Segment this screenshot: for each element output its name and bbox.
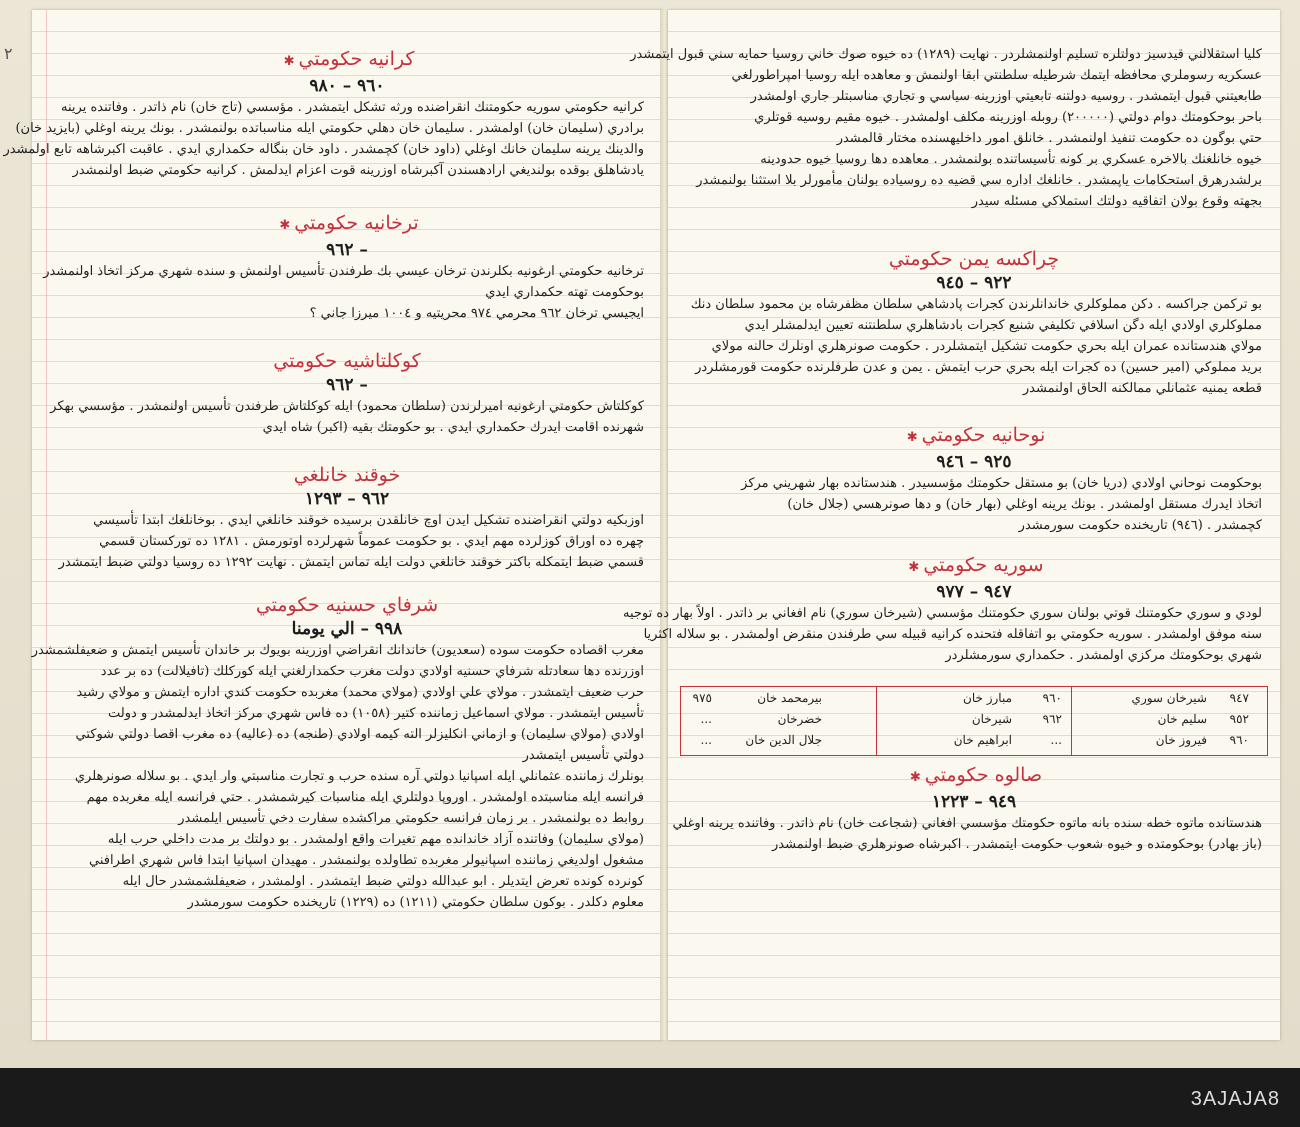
page-number: ٢ — [4, 44, 13, 63]
section-nuhani — [686, 422, 1262, 536]
section-years: ٩٩٨ – الي يومنا — [291, 619, 403, 639]
section-years: ٩٤٩ – ١٢٢٣ — [931, 792, 1017, 812]
section-years: ٩٦٢ – ١٢٩٣ — [304, 489, 390, 509]
section-heading: نوحانيه حكومتي✱ — [906, 424, 1046, 446]
table-cell: سليم خان — [1157, 712, 1207, 726]
table-cell: خضرخان — [777, 712, 822, 726]
section-kukaltash — [50, 348, 644, 438]
section-hasani — [31, 592, 644, 913]
section-heading: كوكلتاشيه حكومتي — [273, 350, 421, 372]
section-body: اوزبكيه دولتي انقراضنده تشكيل ايدن اوچ خانلقدن برسيده خوقند خانلغي ايدي . بوخانلغك ابتدا تأسيسي چهره ده اوراق كوزلرده مهم ايدي . بو حكومت عموماً شهرلرده اوتورمش . ١٢٨١ ده توركستان قسمي قسمي ضبط ايتمكله باكتر خوقند خانلغي دولت ايله تماس ايتمش . نهايت ١٢٩٢ ده روسيا دولتي ضبط ايتمشدر — [58, 513, 644, 570]
table-cell: ... — [1050, 733, 1062, 747]
section-body: هندستانده ماتوه خطه سنده بانه ماتوه حكومتك مؤسسي افغاني (شجاعت خان) نام ذاتدر . وفاتنده يرينه اوغلي (باز بهادر) بوحكومتده و خيوه شعوب حكومت ايتمشدر . اكبرشاه صونرهلري ضبط اولنمشدر — [672, 816, 1262, 852]
section-body: بو تركمن جراكسه . دكن مملوكلري خاندانلرندن كجرات پادشاهي سلطان مظفرشاه بن محمود سلطان دنك مملوكلري اولادي ايله دگن اسلافي تكليفي شنيع كجرات بادشاهلري سلطنتنه تعيين ايدلمشلر ايدي مولاي هندستانده عمران ايله بحري حكومت تشكيل ايتمشلردر . حكومت صونرهلري اونلرك حالنه مولاي بريد مملوكي (امير حسين) ده كجرات ايله بحري حرب ايتمش . يمن و عدن طرفلرنده حكومت قورمشلردر قطعه يمنيه عثمانلي ممالكنه الحاق اولنمشدر — [690, 297, 1262, 396]
section-kerrani — [3, 46, 644, 181]
rulers-table — [680, 686, 1268, 756]
section-years: ٩٢٢ – ٩٤٥ — [936, 273, 1012, 293]
section-heading: شرفاي حسنيه حكومتي — [255, 594, 439, 616]
table-cell: فيروز خان — [1155, 733, 1207, 747]
section-suri — [623, 552, 1262, 666]
table-cell: بيرمحمد خان — [757, 691, 822, 705]
section-body: لودي و سوري حكومتنك قوتي بولنان سوري حكومتنك مؤسسي (شيرخان سوري) نام افغاني بر ذاتدر . اولاً بهار ده توجيه سنه موفق اولمشدر . سوريه حكومتي بو اتفاقله فتحنده كرانيه قبيله سي طرفندن منقرض اولمشدر . بو سلاله اكثريا شهري بوحكومتك مركزي اولمشدر . حكمداري سورمشلردر — [623, 606, 1262, 663]
section-years: ٩٦٠ – ٩٨٠ — [309, 76, 385, 96]
watermark-id: 3AJAJA8 — [1190, 1088, 1280, 1110]
section-heading: كرانيه حكومتي✱ — [283, 48, 415, 70]
table-cell: ... — [700, 712, 712, 726]
section-body: كليا استقلالني قيدسيز دولتلره تسليم اولنمشلردر . نهايت (١٢٨٩) ده خيوه صوك خاني روسيا حمايه سني قبول ايتمشدر عسكريه رسوملري محافظه ايتمك شرطيله سلطنتي ابقا اولنمش و معاهده ايله روسيا امپراطورلغي طابعيتني قبول ايتمشدر . روسيه دولتنه تابعيتي اوزرينه سياسي و تجاري مناسبتلر جاري اولمشدر باحر بوحكومتك دوام دولتي (٢٠٠٠٠٠) روبله اوزرينه مكلف اولمشدر . خيوه مقيم روسيه قوتلري حتي بوگون ده حكومت تنفيذ اولنمشدر . خانلق امور داخليهسنده مختار قالمشدر خيوه خانلغنك بالاخره عسكري بر كونه تأسيساتنده بولنمشدر . معاهده دها روسيا خيوه حدودينه برلشدرهرق استحكامات ياپمشدر . خانلغك اداره سي قضيه ده روسياده بولنان مأمورلر بلا استثنا بولنمشدر بجهته وقوع بولان اتفاقيه دولتك استملاكي مسئله سيدر — [630, 47, 1262, 209]
table-cell: ٩٦٠ — [1042, 691, 1062, 705]
margin-line — [46, 10, 47, 1040]
section-body: كوكلتاش حكومتي ارغونيه اميرلرندن (سلطان محمود) ايله كوكلتاش طرفندن تأسيس اولنمشدر . مؤسسي بهكر شهرنده اقامت ايدرك حكمداري ايدي . بو حكومتك بقيه (اكبر) شاه ايدي — [50, 399, 644, 435]
table-cell: ٩٦٢ — [1042, 712, 1062, 726]
left-page — [3, 10, 663, 1040]
table-cell: جلال الدين خان — [745, 733, 822, 747]
bottom-strip — [0, 1068, 1300, 1127]
section-khiva-continued — [630, 44, 1262, 212]
table-cell: مبارز خان — [963, 691, 1012, 705]
section-body: مغرب اقصاده حكومت سوده (سعديون) خاندانك انقراضي اوزرينه بويوك بر خاندان تأسيس ايتمش و ضعيفلشمشدر اوزرنده دها سعادتله شرفاي حسنيه اولادي دولت مغرب حكمدارلغني ايله كوركلك (تافيلالت) ده بر عدد حرب ضعيف ايتمشدر . مولاي علي اولادي (مولاي محمد) مغربده حكومت كندي اداره ايتمش و مولاي رشيد تأسيس ايتمشدر . مولاي اسماعيل زماننده كتير (١٠٥٨) ده فاس شهري مركز اتخاذ ايدلمشدر و دولت اولادي (مولاي سليمان) و ازماني انكليزلر الته كيمه اولادي (طنجه) ده (عاليه) ده مغرب اقصا دولتي شوكتي دولتي تأسيس ايتمشدر بونلرك زماننده عثمانلي ايله اسپانيا دولتي آره سنده حرب و تجارت مناسبتي وار ايدي . بو سلاله صونرهلري فرانسه ايله مناسبتده اولمشدر . اوروپا دولتلري ايله مناسبات كيرشمشدر . حتي فرانسه ايله مغربده مهم روابط ده بولنمشدر . بر زمان فرانسه حكومتي مراكشده سفارت دخي تأسيس ايلمشدر (مولاي سليمان) وفاتنده آزاد خاندانده مهم تغيرات واقع اولمشدر . بو دولتك بر مدت داخلي حرب ايله مشغول اولديغي زماننده اسپانيولر مغربده تطاولده بولنمشدر . مهيدان اسپانيا ابتدا فاس شهري اطرافني كونرده كونده تعرض ايتديلر . ابو عبدالله دولتي ضبط ايتمشدر . اولمشدر ، ضعيفلشمشدر حال ايله معلوم دكلدر . بوكون سلطان حكومتي (١٢١١) ده (١٢٢٩) تاريخنده حكومت سورمشدر — [31, 643, 644, 910]
table-cell: ٩٧٥ — [692, 691, 712, 705]
table-cell: ٩٤٧ — [1229, 691, 1249, 705]
table-cell: ابراهيم خان — [953, 733, 1012, 747]
section-malwa — [672, 762, 1262, 855]
table-cell: شيرخان سوري — [1131, 691, 1207, 705]
section-body: ترخانيه حكومتي ارغونيه بكلرندن ترخان عيسي بك طرفندن تأسيس اولنمش و سنده شهري مركز اتخاذ اولنمشدر بوحكومت تهته حكمداري ايدي ايجيسي ترخان ٩٦٢ محرمي ٩٧٤ محريتيه و ١٠٠٤ ميرزا جاني ؟ — [43, 264, 644, 321]
section-tarkhani — [43, 210, 644, 324]
section-years: – ٩٦٢ — [326, 240, 368, 260]
section-body: كرانيه حكومتي سوريه حكومتنك انقراضنده ورثه تشكل ايتمشدر . مؤسسي (تاج خان) نام ذاتدر . وفاتنده يرينه برادري (سليمان خان) اولمشدر . سليمان خان دهلي حكومتي ايله مناسباتده بولنمشدر . بونك يرينه اوغلي (بايزيد خان) والدينك يرينه سليمان خانك اوغلي (داود خان) كچمشدر . داود خان بنگاله حكمداري ايدي . عاقبت اكبرشاهه تابع اولمشدر يادشاهلق بوقده بولنديغي ارادهسندن آكبرشاه اوزرينه قوت اعزام ايدلمش . كرانيه حكومتي ضبط اولنمشدر — [3, 100, 644, 178]
table-cell: ٩٦٠ — [1229, 733, 1249, 747]
section-cherakise-yemen — [686, 246, 1262, 399]
section-years: ٩٢٥ – ٩٤٦ — [936, 452, 1012, 472]
section-heading: صالوه حكومتي✱ — [909, 764, 1043, 786]
section-heading: سوريه حكومتي✱ — [908, 554, 1044, 576]
table-cell: ٩٥٢ — [1229, 712, 1249, 726]
right-page — [623, 10, 1280, 1040]
table-cell: شيرخان — [971, 712, 1012, 726]
section-years: ٩٤٧ – ٩٧٧ — [936, 582, 1012, 602]
section-heading: چراكسه يمن حكومتي — [888, 248, 1060, 270]
table-cell: ... — [700, 733, 712, 747]
section-kokand — [50, 462, 644, 573]
section-heading: ترخانيه حكومتي✱ — [279, 212, 419, 234]
section-years: – ٩٦٢ — [326, 375, 368, 395]
section-body: بوحكومت نوحاني اولادي (دريا خان) بو مستقل حكومتك مؤسسيدر . هندستانده بهار شهريني مركز اتخاذ ايدرك مستقل اولمشدر . بونك يرينه اوغلي (بهار خان) و دها صونرهسي (جلال خان) كچمشدر . (٩٤٦) تاريخنده حكومت سورمشدر — [741, 476, 1262, 533]
section-heading: خوقند خانلغي — [293, 464, 401, 486]
